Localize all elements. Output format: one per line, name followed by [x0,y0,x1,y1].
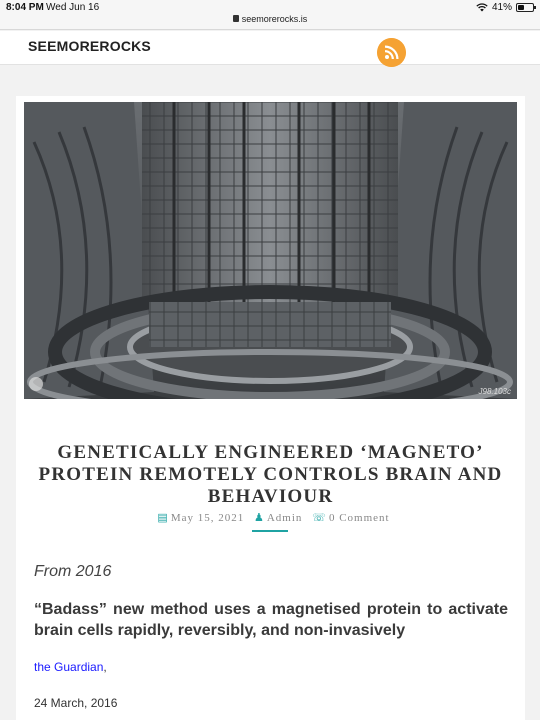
meta-divider [252,530,288,532]
tokamak-image [24,102,517,399]
article-subheadline: “Badass” new method uses a magnetised protein to activate brain cells rapidly, reversibly, and non-invasively [34,601,508,639]
browser-status-bar [0,0,540,30]
post-author[interactable]: Admin [266,512,303,524]
battery-percent: 41% [491,2,512,13]
source-suffix: , [103,660,107,674]
camera-icon [29,377,43,391]
calendar-icon: ▤ [157,512,169,524]
user-icon: ♟ [253,512,265,524]
source-line [34,660,107,674]
wifi-icon [476,3,488,12]
article-meta [24,511,517,524]
status-time: 8:04 PM [6,2,44,13]
address-bar[interactable] [0,14,540,24]
status-date: Wed Jun 16 [46,2,100,13]
published-date: 24 March, 2016 [34,696,118,710]
lock-icon [233,15,239,22]
rss-icon[interactable] [377,38,406,67]
source-link[interactable]: the Guardian [34,660,104,674]
article-intro: From 2016 [34,563,112,580]
featured-image[interactable] [24,102,517,399]
post-comments[interactable]: 0 Comment [328,512,390,524]
image-credit: J98.103c [478,387,511,396]
site-header [0,31,540,65]
post-date[interactable]: May 15, 2021 [170,512,245,524]
address-url: seemorerocks.is [241,14,308,24]
article-title: GENETICALLY ENGINEERED ‘MAGNETO’ PROTEIN REMOTELY CONTROLS BRAIN AND BEHAVIOUR [38,442,503,507]
article-card [16,96,525,720]
status-indicators [476,2,534,13]
site-title[interactable]: SEEMOREROCKS [28,38,151,54]
comment-icon: ☏ [312,512,327,524]
battery-icon [516,3,534,12]
